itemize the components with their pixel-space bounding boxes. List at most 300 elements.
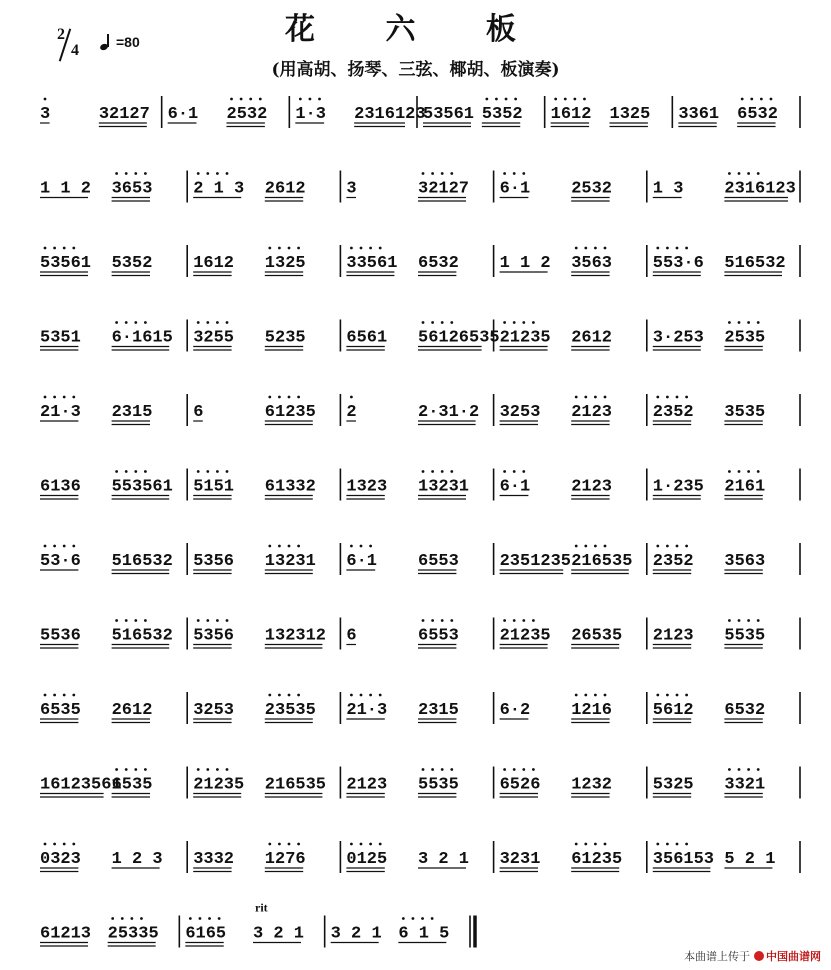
octave-dot [441,172,444,175]
octave-dot [604,843,607,846]
octave-dot [130,917,133,920]
octave-dot [72,545,75,548]
octave-dot [350,396,353,399]
octave-dot [115,470,118,473]
octave-dot [505,98,508,101]
octave-dot [144,172,147,175]
octave-dot [728,172,731,175]
octave-dot [431,172,434,175]
beat-group: 2316123 [354,105,426,124]
beat-group: 216535 [264,775,327,795]
octave-dot [685,247,688,250]
beat-group: 5352 [481,105,523,124]
beat-group: 2 [346,403,357,422]
octave-dot [594,396,597,399]
octave-dot [532,619,535,622]
octave-dot [278,843,281,846]
octave-dot [115,321,118,324]
octave-dot [44,694,47,697]
octave-dot [53,247,56,250]
octave-dot [685,545,688,548]
beat-group: 3·253 [652,328,704,348]
octave-dot [197,768,200,771]
octave-dot [278,396,281,399]
octave-dot [656,694,659,697]
beat-group: 6532 [724,701,766,720]
beat-group: 5356 [193,626,235,646]
ritardando-marking: rit [255,900,268,915]
beat-group: 2612 [571,328,613,348]
octave-dot [218,917,221,920]
beat-group: 2123 [346,775,388,795]
octave-dot [495,98,498,101]
octave-dot [216,321,219,324]
beat-group: 6526 [499,775,541,795]
octave-dot [197,470,200,473]
octave-dot [412,917,415,920]
octave-dot [350,545,353,548]
octave-dot [134,321,137,324]
octave-dot [503,321,506,324]
tempo-value: =80 [116,34,140,50]
octave-dot [278,694,281,697]
beat-group: 5536 [40,626,81,646]
octave-dot [676,396,679,399]
octave-dot [197,321,200,324]
octave-dot [575,247,578,250]
octave-dot [134,619,137,622]
octave-dot [297,694,300,697]
beat-group: 132312 [264,626,327,646]
octave-dot [431,619,434,622]
octave-dot [503,470,506,473]
octave-dot [369,694,372,697]
octave-dot [144,768,147,771]
octave-dot [738,172,741,175]
octave-dot [288,247,291,250]
beat-group: 3231 [499,850,541,869]
beat-group: 5612 [652,701,694,720]
octave-dot [297,396,300,399]
octave-dot [757,768,760,771]
octave-dot [134,768,137,771]
octave-dot [503,172,506,175]
octave-dot [216,619,219,622]
octave-dot [309,98,312,101]
octave-dot [230,98,233,101]
octave-dot [53,396,56,399]
beat-group: 21·3 [40,403,81,422]
octave-dot [206,470,209,473]
octave-dot [115,172,118,175]
octave-dot [747,768,750,771]
octave-dot [728,619,731,622]
octave-dot [573,98,576,101]
beat-group: 3 [346,179,357,199]
octave-dot [564,98,567,101]
octave-dot [450,619,453,622]
octave-dot [369,247,372,250]
octave-dot [575,396,578,399]
beat-group: 1 1 2 [40,179,92,199]
beat-group: 553561 [111,477,173,497]
beat-group: 6 [346,626,357,646]
octave-dot [747,470,750,473]
beat-group: 2315 [111,403,153,422]
octave-dot [666,694,669,697]
octave-dot [656,843,659,846]
beat-group: 2123 [652,626,694,646]
beat-group: 6561 [346,328,388,348]
beat-group: 61235 [264,403,316,422]
octave-dot [575,545,578,548]
octave-dot [115,619,118,622]
beat-group: 6 [193,403,204,422]
octave-dot [685,843,688,846]
octave-dot [738,470,741,473]
octave-dot [121,917,124,920]
octave-dot [757,470,760,473]
octave-dot [53,694,56,697]
octave-dot [431,917,434,920]
beat-group: 32127 [418,179,470,199]
beat-group: 3332 [193,850,235,869]
octave-dot [431,470,434,473]
octave-dot [513,619,516,622]
octave-dot [666,396,669,399]
beat-group: 3253 [499,403,541,422]
octave-dot [72,247,75,250]
octave-dot [125,321,128,324]
beat-group: 1 3 [652,179,684,199]
octave-dot [226,470,229,473]
octave-dot [44,247,47,250]
octave-dot [379,694,382,697]
octave-dot [134,172,137,175]
beat-group: 1216 [571,701,613,720]
beat-group: 1276 [264,850,306,869]
octave-dot [584,694,587,697]
octave-dot [197,172,200,175]
octave-dot [594,694,597,697]
octave-dot [441,768,444,771]
octave-dot [197,619,200,622]
octave-dot [360,843,363,846]
octave-dot [757,321,760,324]
octave-dot [208,917,211,920]
beat-group: 1612 [550,105,592,124]
octave-dot [422,172,425,175]
time-signature-denominator: 4 [71,42,79,59]
octave-dot [522,470,525,473]
octave-dot [226,619,229,622]
octave-dot [575,694,578,697]
octave-dot [747,321,750,324]
beat-group: 2·31·2 [418,403,480,422]
octave-dot [522,172,525,175]
beat-group: 2351235 [499,552,572,571]
octave-dot [584,396,587,399]
octave-dot [513,172,516,175]
beat-group: 356153 [652,850,715,869]
beat-group: 53561 [40,254,92,273]
octave-dot [226,321,229,324]
beat-group: 6·1 [346,552,378,571]
octave-dot [584,247,587,250]
beat-group: 13231 [264,552,316,571]
beat-group: 1·235 [652,477,704,497]
octave-dot [63,545,66,548]
beat-group: 2 1 3 [193,179,245,199]
beat-group: 2161 [724,477,766,497]
octave-dot [259,98,262,101]
octave-dot [503,619,506,622]
octave-dot [584,545,587,548]
octave-dot [604,396,607,399]
octave-dot [144,619,147,622]
octave-dot [350,694,353,697]
octave-dot [299,98,302,101]
octave-dot [115,768,118,771]
beat-group: 0125 [346,850,388,869]
instrumentation-subtitle: (用高胡、扬琴、三弦、椰胡、板演奏) [271,60,560,80]
octave-dot [111,917,114,920]
octave-dot [522,768,525,771]
octave-dot [216,768,219,771]
beat-group: 3361 [678,105,720,124]
octave-dot [216,470,219,473]
beat-group: 6·2 [499,701,531,720]
beat-group: 25335 [107,924,159,944]
beat-group: 2612 [111,701,153,720]
octave-dot [125,768,128,771]
octave-dot [125,470,128,473]
beat-group: 516532 [111,552,173,571]
beat-group: 3535 [724,403,766,422]
octave-dot [741,98,744,101]
beat-group: 553·6 [652,254,704,273]
octave-dot [379,843,382,846]
beat-group: 6 1 5 [398,924,450,944]
octave-dot [676,843,679,846]
beat-group: 2315 [418,701,459,720]
beat-group: 6165 [185,924,227,944]
octave-dot [604,247,607,250]
octave-dot [666,843,669,846]
beat-group: 1323 [346,477,388,497]
beat-group: 5352 [111,254,153,273]
beat-group: 2316123 [724,179,796,199]
beat-group: 2532 [226,105,268,124]
octave-dot [676,247,679,250]
footer-upload-text: 本曲谱上传于 [684,951,750,963]
octave-dot [503,768,506,771]
octave-dot [728,321,731,324]
beat-group: 6553 [418,626,459,646]
octave-dot [288,694,291,697]
beat-group: 33561 [346,254,398,273]
beat-group: 61213 [40,924,92,944]
beat-group: 21235 [499,626,551,646]
octave-dot [140,917,143,920]
octave-dot [199,917,202,920]
beat-group: 3563 [724,552,766,571]
beat-group: 2535 [724,328,766,348]
octave-dot [297,545,300,548]
beat-group: 516532 [724,254,786,273]
octave-dot [738,619,741,622]
beat-group: 53561 [423,105,475,124]
beat-group: 5535 [418,775,459,795]
beat-group: 2612 [264,179,306,199]
octave-dot [44,545,47,548]
octave-dot [522,619,525,622]
octave-dot [656,247,659,250]
beat-group: 2352 [652,552,694,571]
octave-dot [216,172,219,175]
octave-dot [249,98,252,101]
octave-dot [125,619,128,622]
octave-dot [757,172,760,175]
beat-group: 0323 [40,850,81,869]
octave-dot [72,694,75,697]
octave-dot [268,247,271,250]
octave-dot [450,768,453,771]
beat-group: 56126535 [418,328,500,348]
octave-dot [431,768,434,771]
octave-dot [226,768,229,771]
octave-dot [450,470,453,473]
octave-dot [63,247,66,250]
site-logo-icon [754,951,764,961]
beat-group: 26535 [571,626,623,646]
beat-group: 21235 [499,328,551,348]
octave-dot [575,843,578,846]
beat-group: 5351 [40,328,81,348]
octave-dot [676,694,679,697]
time-signature-numerator: 2 [57,26,65,43]
octave-dot [441,321,444,324]
octave-dot [431,321,434,324]
octave-dot [268,396,271,399]
beat-group: 5151 [193,477,235,497]
octave-dot [594,843,597,846]
octave-dot [728,768,731,771]
octave-dot [144,321,147,324]
octave-dot [532,768,535,771]
beat-group: 6535 [40,701,81,720]
beat-group: 6·1 [167,105,199,124]
beat-group: 3253 [193,701,235,720]
beat-group: 21·3 [346,701,388,720]
octave-dot [125,172,128,175]
beat-group: 1612 [193,254,235,273]
octave-dot [206,619,209,622]
octave-dot [288,843,291,846]
beat-group: 2123 [571,477,613,497]
octave-dot [738,321,741,324]
octave-dot [685,694,688,697]
octave-dot [604,694,607,697]
beat-group: 3 [40,105,51,124]
octave-dot [44,843,47,846]
octave-dot [226,172,229,175]
octave-dot [513,470,516,473]
beat-group: 16123561 [40,775,122,795]
octave-dot [402,917,405,920]
beat-group: 1325 [609,105,651,124]
octave-dot [44,98,47,101]
octave-dot [422,619,425,622]
octave-dot [422,768,425,771]
octave-dot [594,247,597,250]
beat-group: 6532 [418,254,459,273]
octave-dot [532,321,535,324]
octave-dot [685,396,688,399]
octave-dot [268,843,271,846]
octave-dot [450,172,453,175]
footer-watermark [684,948,821,964]
octave-dot [369,545,372,548]
octave-dot [747,172,750,175]
octave-dot [297,843,300,846]
octave-dot [422,470,425,473]
beat-group: 23535 [264,701,316,720]
octave-dot [584,843,587,846]
octave-dot [738,768,741,771]
octave-dot [728,470,731,473]
beat-group: 3563 [571,254,613,273]
octave-dot [44,396,47,399]
beat-group: 2123 [571,403,613,422]
octave-dot [450,321,453,324]
octave-dot [318,98,321,101]
beat-group: 5325 [652,775,694,795]
octave-dot [63,396,66,399]
octave-dot [485,98,488,101]
beat-group: 13231 [418,477,470,497]
octave-dot [206,768,209,771]
beat-group: 3321 [724,775,766,795]
octave-dot [240,98,243,101]
octave-dot [206,172,209,175]
octave-dot [676,545,679,548]
beat-group: 1 1 2 [499,254,551,273]
octave-dot [604,545,607,548]
beat-group: 3 2 1 [253,924,305,944]
beat-group: 5535 [724,626,766,646]
beat-group: 6·1 [499,179,531,199]
octave-dot [757,619,760,622]
octave-dot [747,619,750,622]
octave-dot [278,545,281,548]
beat-group: 1·3 [295,105,326,124]
footer-site-name: 中国曲谱网 [766,951,821,963]
beat-group: 61235 [571,850,623,869]
octave-dot [53,545,56,548]
octave-dot [63,843,66,846]
beat-group: 1232 [571,775,613,795]
octave-dot [760,98,763,101]
octave-dot [583,98,586,101]
octave-dot [750,98,753,101]
beat-group: 6·1 [499,477,531,497]
octave-dot [189,917,192,920]
octave-dot [72,843,75,846]
octave-dot [278,247,281,250]
octave-dot [421,917,424,920]
beat-group: 1325 [264,254,306,273]
